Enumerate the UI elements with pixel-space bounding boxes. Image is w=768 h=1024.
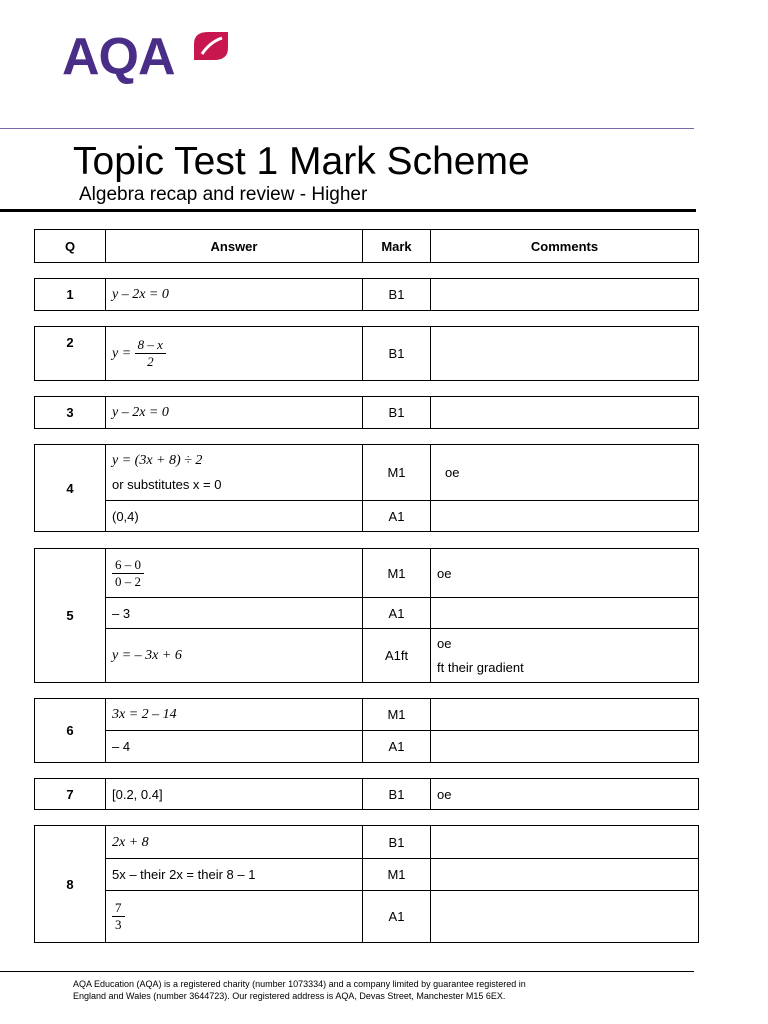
question-2-table xyxy=(34,326,699,381)
comment-cell xyxy=(431,279,699,311)
fraction-numerator: 8 – x xyxy=(135,337,166,354)
comment-cell: oe xyxy=(431,445,699,501)
mark-cell: B1 xyxy=(363,279,431,311)
comment-cell xyxy=(431,327,699,381)
question-3-table xyxy=(34,396,699,429)
answer-text: y xyxy=(112,287,119,302)
aqa-logo xyxy=(62,30,232,84)
mark-cell: B1 xyxy=(363,779,431,810)
header-q: Q xyxy=(35,230,106,263)
fraction-numerator: 7 xyxy=(112,900,125,917)
question-number: 8 xyxy=(35,826,106,943)
header-mark: Mark xyxy=(363,230,431,263)
answer-line: or substitutes x = 0 xyxy=(112,476,222,492)
question-number: 6 xyxy=(35,699,106,763)
footer-divider xyxy=(0,971,694,972)
answer-cell: – 3 xyxy=(106,598,363,629)
answer-cell xyxy=(106,445,363,501)
mark-cell: M1 xyxy=(363,445,431,501)
question-number: 5 xyxy=(35,549,106,683)
page-title: Topic Test 1 Mark Scheme xyxy=(73,140,530,183)
mark-cell: A1 xyxy=(363,501,431,532)
comment-line: oe xyxy=(437,635,452,651)
mark-cell: B1 xyxy=(363,327,431,381)
answer-line: y = (3x + 8) ÷ 2 xyxy=(112,452,203,468)
comment-cell xyxy=(431,699,699,731)
header-comments: Comments xyxy=(431,230,699,263)
logo-leaf-icon xyxy=(192,30,230,64)
comment-cell xyxy=(431,397,699,429)
question-number: 4 xyxy=(35,445,106,532)
answer-cell xyxy=(106,549,363,598)
mark-cell: M1 xyxy=(363,859,431,891)
header-answer: Answer xyxy=(106,230,363,263)
answer-cell xyxy=(106,279,363,311)
mark-cell: A1 xyxy=(363,731,431,763)
question-number: 2 xyxy=(35,327,106,381)
answer-text: 3x = 2 – 14 xyxy=(112,707,177,722)
answer-text: y = – 3x + 6 xyxy=(112,648,182,663)
mark-cell: A1ft xyxy=(363,629,431,683)
page-subtitle: Algebra recap and review - Higher xyxy=(79,184,368,205)
answer-cell xyxy=(106,629,363,683)
answer-text: y – 2x = 0 xyxy=(112,405,169,420)
question-8-table xyxy=(34,825,699,943)
answer-text: 5x – their 2x = their 8 – 1 xyxy=(112,867,256,882)
comment-cell xyxy=(431,891,699,943)
column-header-table xyxy=(34,229,699,263)
question-5-table xyxy=(34,548,699,683)
question-number: 1 xyxy=(35,279,106,311)
question-1-table xyxy=(34,278,699,311)
fraction-denominator: 3 xyxy=(115,917,122,932)
fraction-denominator: 0 – 2 xyxy=(115,573,141,589)
comment-cell xyxy=(431,731,699,763)
answer-cell xyxy=(106,327,363,381)
question-4-table xyxy=(34,444,699,532)
answer-cell xyxy=(106,397,363,429)
title-divider xyxy=(0,209,696,212)
answer-cell: [0.2, 0.4] xyxy=(106,779,363,810)
answer-cell: (0,4) xyxy=(106,501,363,532)
footer-line: England and Wales (number 3644723). Our registered address is AQA, Devas Street, Manchester M15 6EX. xyxy=(73,991,506,1001)
answer-fraction xyxy=(112,900,125,933)
fraction-numerator: 6 – 0 xyxy=(112,557,144,574)
answer-text: y = xyxy=(112,345,135,361)
comment-cell xyxy=(431,501,699,532)
answer-fraction xyxy=(135,337,166,370)
header-divider xyxy=(0,128,694,129)
comment-cell xyxy=(431,826,699,859)
mark-cell: B1 xyxy=(363,397,431,429)
logo-text: AQA xyxy=(62,28,175,86)
mark-cell: M1 xyxy=(363,549,431,598)
comment-cell xyxy=(431,598,699,629)
comment-cell xyxy=(431,629,699,683)
answer-cell xyxy=(106,891,363,943)
mark-cell: M1 xyxy=(363,699,431,731)
answer-cell: – 4 xyxy=(106,731,363,763)
footer xyxy=(73,978,568,1002)
comment-cell xyxy=(431,859,699,891)
question-6-table xyxy=(34,698,699,763)
fraction-denominator: 2 xyxy=(147,354,154,369)
answer-cell xyxy=(106,826,363,859)
comment-cell: oe xyxy=(431,779,699,810)
answer-cell xyxy=(106,699,363,731)
question-number: 3 xyxy=(35,397,106,429)
answer-cell xyxy=(106,859,363,891)
mark-cell: A1 xyxy=(363,598,431,629)
mark-cell: A1 xyxy=(363,891,431,943)
question-number: 7 xyxy=(35,779,106,810)
comment-cell: oe xyxy=(431,549,699,598)
answer-fraction xyxy=(112,557,144,590)
answer-text: 2x + 8 xyxy=(112,834,149,850)
question-7-table xyxy=(34,778,699,810)
mark-cell: B1 xyxy=(363,826,431,859)
footer-line: AQA Education (AQA) is a registered charity (number 1073334) and a company limited by guarantee registered in xyxy=(73,979,526,989)
comment-line: ft their gradient xyxy=(437,659,524,675)
answer-text: – 2x = 0 xyxy=(118,287,169,302)
